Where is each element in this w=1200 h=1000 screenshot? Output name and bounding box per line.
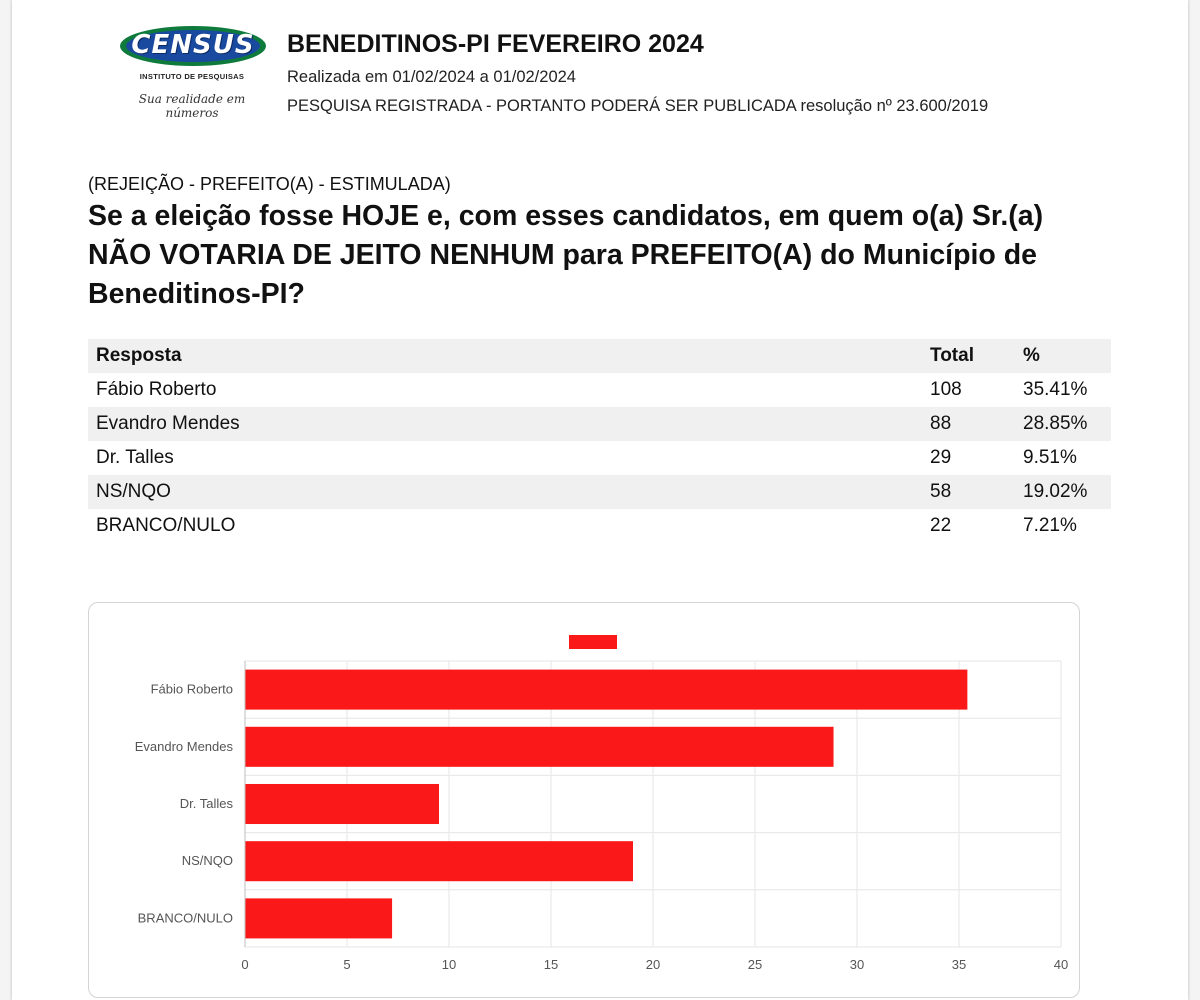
chart-card [88,602,1080,998]
bar-chart [89,603,1079,997]
y-category-label: NS/NQO [181,853,233,869]
row-total: 29 [930,447,952,468]
survey-title: BENEDITINOS-PI FEVEREIRO 2024 [287,30,704,58]
table-header-row [88,339,1111,373]
table-row [88,509,1111,543]
row-percent: 19.02% [1015,475,1111,509]
bar [245,784,439,824]
x-tick-label: 10 [441,957,457,972]
x-tick-label: 35 [951,957,967,972]
row-total: 88 [922,407,1015,441]
x-tick-label: 0 [241,957,249,972]
row-percent: 9.51% [1023,447,1077,468]
header-resposta: Resposta [88,339,922,373]
row-percent: 35.41% [1023,379,1088,400]
row-percent: 28.85% [1015,407,1111,441]
legend-swatch [569,635,617,649]
row-answer: Dr. Talles [96,447,174,468]
row-answer: Evandro Mendes [88,407,922,441]
table-row [88,475,1111,509]
results-table [88,339,1111,543]
table-row [88,373,1111,407]
x-tick-label: 20 [645,957,661,972]
question-tag: (REJEIÇÃO - PREFEITO(A) - ESTIMULADA) [88,174,451,194]
table-row [88,441,1111,475]
table-row [88,407,1111,441]
report-page [12,0,1188,1000]
row-answer: Fábio Roberto [96,379,217,400]
header-total: Total [922,339,1015,373]
survey-date: Realizada em 01/02/2024 a 01/02/2024 [287,68,576,86]
bar [245,670,967,710]
bar [245,841,633,881]
row-total: 108 [930,379,962,400]
row-answer: NS/NQO [88,475,922,509]
row-percent: 7.21% [1023,515,1077,536]
row-total: 22 [930,515,952,536]
y-category-label: Dr. Talles [179,796,233,811]
x-tick-label: 15 [543,957,559,972]
logo-tagline: Sua realidade em números [138,92,246,120]
question-text: Se a eleição fosse HOJE e, com esses candidatos, em quem o(a) Sr.(a) NÃO VOTARIA DE JEITO NENHUM para PREFEITO(A) do Município de Beneditinos-PI? [88,200,1044,310]
census-logo [112,22,272,120]
bar [245,727,834,767]
row-total: 58 [922,475,1015,509]
y-category-label: BRANCO/NULO [137,910,233,926]
y-category-label: Fábio Roberto [150,681,233,697]
x-tick-label: 5 [343,957,351,972]
registration-note: PESQUISA REGISTRADA - PORTANTO PODERÁ SER PUBLICADA resolução nº 23.600/2019 [287,97,989,115]
x-tick-label: 25 [747,957,763,972]
x-tick-label: 40 [1053,957,1069,972]
header-percent: % [1015,339,1111,373]
logo-ellipse [120,26,266,66]
logo-subtitle: INSTITUTO DE PESQUISAS [139,72,245,81]
y-category-label: Evandro Mendes [134,738,233,754]
bar [245,898,392,938]
logo-wordmark: CENSUS [131,30,255,60]
x-tick-label: 30 [849,957,865,972]
row-answer: BRANCO/NULO [96,515,236,536]
